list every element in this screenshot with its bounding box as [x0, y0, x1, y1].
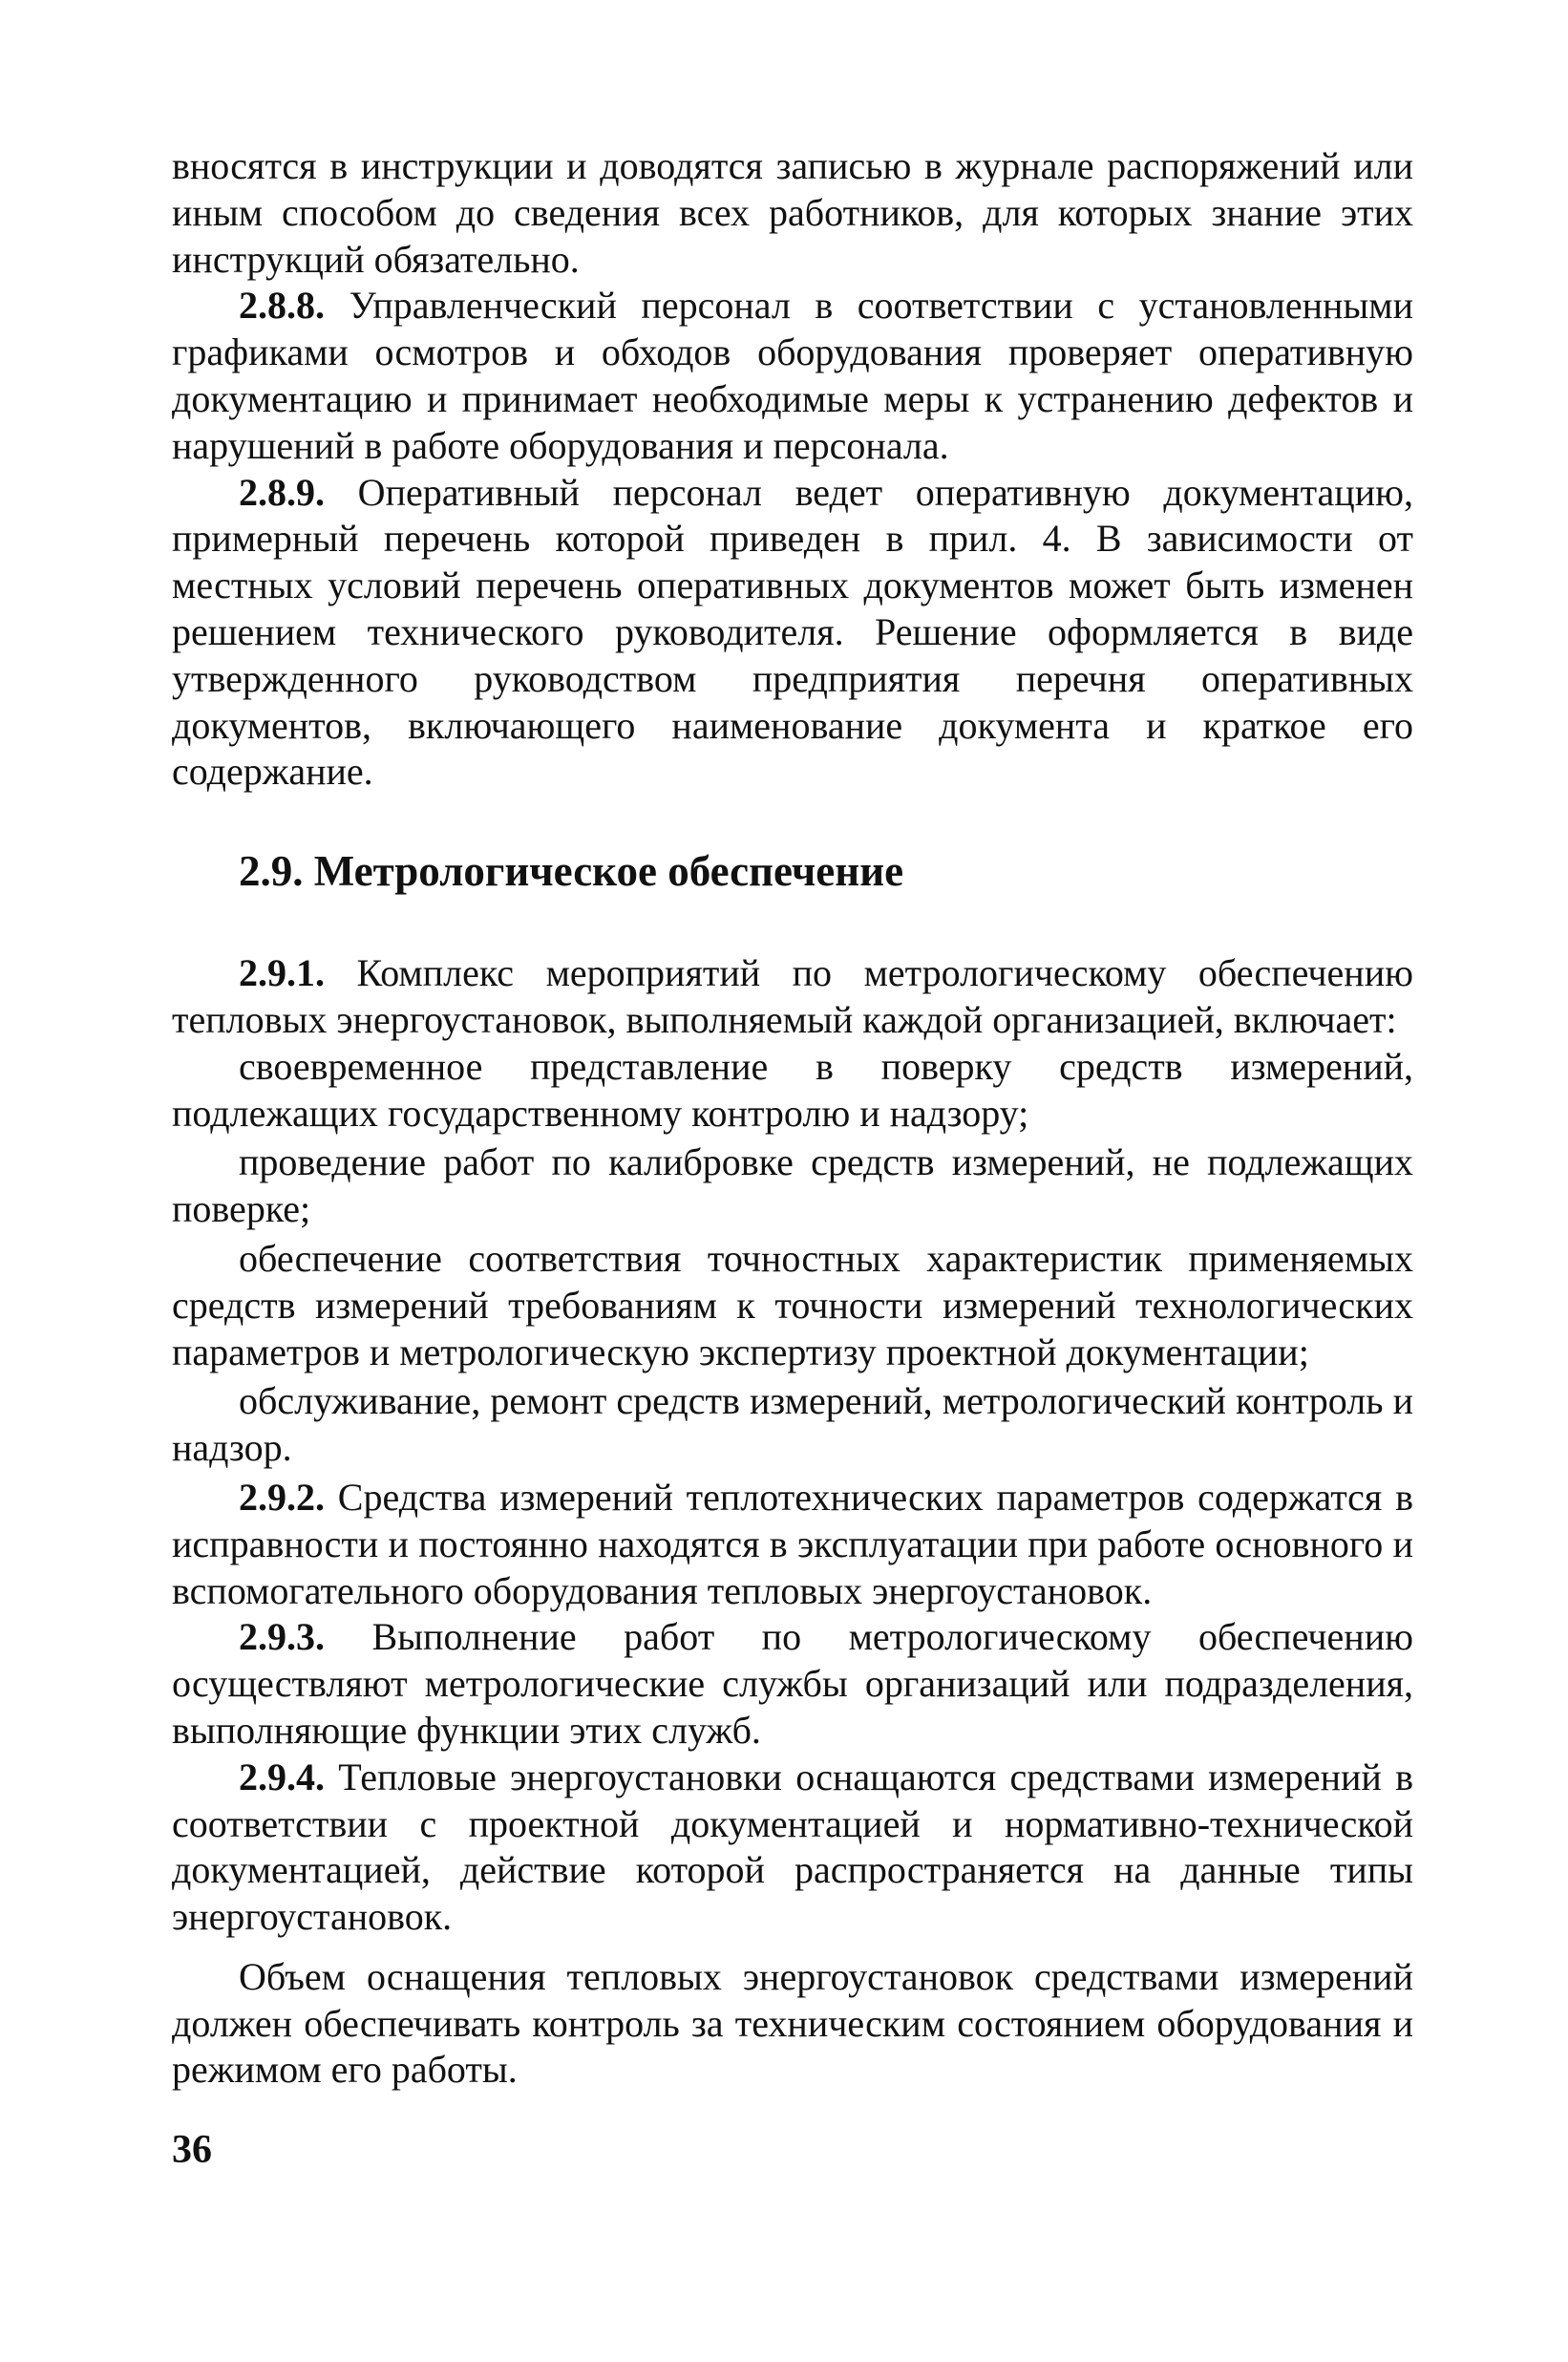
paragraph-text: Тепловые энергоустановки оснащаются средствами измерений в соответствии с проектной документацией и нормативно-технической документацией, действие которой распространяется на данные типы энергоустановок.: [172, 1755, 1413, 1939]
paragraph-2-8-9: [172, 470, 1413, 797]
paragraph-2-9-2: [172, 1475, 1413, 1614]
paragraph-final: Объем оснащения тепловых энергоустановок средствами измерений должен обеспечивать контроль за техническим состоянием оборудования и режимом его работы.: [172, 1954, 1413, 2092]
paragraph-2-9-1: [172, 950, 1413, 1044]
paragraph-number: 2.8.8.: [239, 284, 325, 328]
paragraph-text: Средства измерений теплотехнических параметров содержатся в исправности и постоянно находятся в эксплуатации при работе основного и вспомогательного оборудования тепловых энергоустановок.: [172, 1475, 1413, 1612]
paragraph-text: вносятся в инструкции и доводятся записью в журнале распоряжений или иным способом до сведения всех работников, для которых знание этих инструкций обязательно.: [172, 144, 1413, 281]
page-number: 36: [172, 2128, 212, 2172]
paragraph-text: Управленческий персонал в соответствии с установленными графиками осмотров и обходов оборудования проверяет оперативную документацию и принимает необходимые меры к устранению дефектов и нарушений в работе оборудования и персонала.: [172, 284, 1413, 467]
paragraph-number: 2.9.3.: [239, 1615, 325, 1659]
paragraph-2-9-3: [172, 1614, 1413, 1754]
paragraph-2-8-8: [172, 283, 1413, 469]
section-title: 2.9. Метрологическое обеспечение: [239, 847, 904, 896]
paragraph-number: 2.9.1.: [239, 951, 325, 995]
paragraph-2-9-4: [172, 1755, 1413, 1941]
document-body: [172, 143, 1413, 2094]
paragraph-text: Комплекс мероприятий по метрологическому обеспечению тепловых энергоустановок, выполняемый каждой организацией, включает:: [172, 951, 1413, 1041]
paragraph-text: Оперативный персонал ведет оперативную документацию, примерный перечень которой приведен в прил. 4. В зависимости от местных условий перечень оперативных документов может быть изменен решением технического руководителя. Решение оформляется в виде утвержденного руководством предприятия перечня оперативных документов, включающего наименование документа и краткое его содержание.: [172, 470, 1413, 794]
list-item: проведение работ по калибровке средств измерений, не подлежащих поверке;: [172, 1140, 1413, 1231]
paragraph-number: 2.9.4.: [239, 1755, 325, 1798]
paragraph-continuation: [172, 143, 1413, 283]
paragraph-number: 2.9.2.: [239, 1475, 325, 1519]
list-item: обеспечение соответствия точностных характеристик применяемых средств измерений требованиям к точности измерений технологических параметров и метрологическую экспертизу проектной документации;: [172, 1236, 1413, 1373]
paragraph-number: 2.8.9.: [239, 470, 325, 514]
list-item: обслуживание, ремонт средств измерений, метрологический контроль и надзор.: [172, 1379, 1413, 1470]
document-page: [172, 143, 1413, 2254]
paragraph-text: Выполнение работ по метрологическому обеспечению осуществляют метрологические службы организаций или подразделения, выполняющие функции этих служб.: [172, 1615, 1413, 1752]
list-item: своевременное представление в поверку средств измерений, подлежащих государственному контролю и надзору;: [172, 1044, 1413, 1135]
